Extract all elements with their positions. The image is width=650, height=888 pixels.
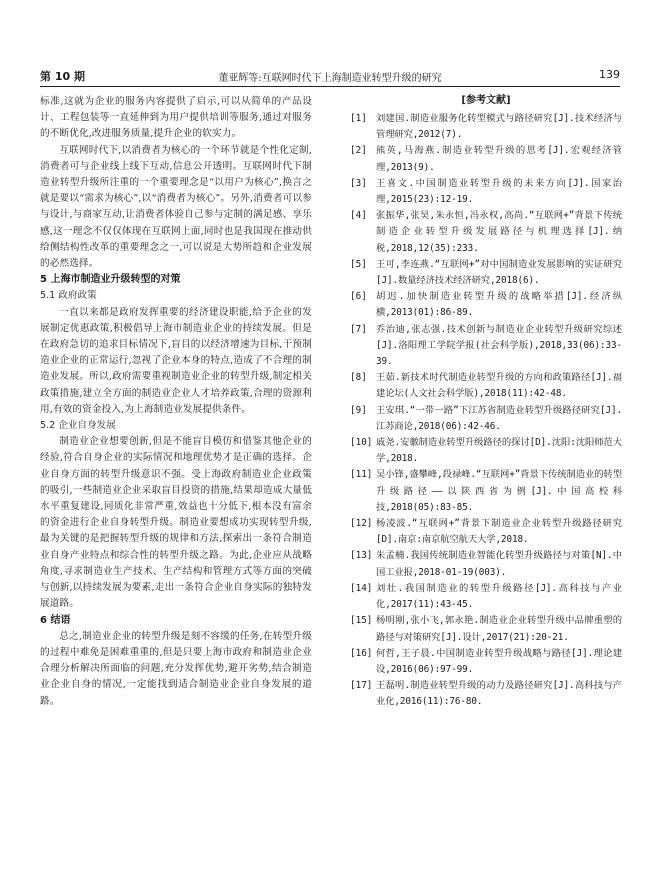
reference-number: [3] — [350, 177, 367, 189]
body-paragraph: 总之,制造业企业的转型升级是刻不容缓的任务,在转型升级的过程中难免是困难重重的,但是只要上海市政府和制造业企业合理分析解决所面临的问题,充分发挥优势,避开劣势,结合制造业企业自身的情况,一定能找到适合制造业企业自身发展的道路。 — [40, 630, 312, 707]
reference-text: 熊英,马海燕.制造业转型升级的思考[J].宏观经济管理,2013(9). — [376, 145, 622, 173]
reference-item — [350, 467, 622, 516]
reference-text: 刘建国.制造业服务化转型模式与路径研究[J].技术经济与管理研究,2012(7). — [376, 113, 622, 141]
reference-number: [14] — [350, 582, 373, 594]
reference-number: [2] — [350, 145, 367, 157]
reference-number: [8] — [350, 372, 367, 384]
reference-number: [6] — [350, 291, 367, 303]
reference-item — [350, 403, 622, 435]
running-header — [40, 68, 620, 84]
reference-number: [9] — [350, 404, 367, 416]
reference-number: [17] — [350, 680, 373, 692]
issue-number: 第 10 期 — [40, 70, 85, 83]
reference-item — [350, 548, 622, 580]
reference-text: 王安琪.“一带一路”下江苏省制造业转型升级路径研究[J].江苏商论,2018(06):42-46. — [376, 404, 622, 432]
reference-item — [350, 678, 622, 710]
reference-text: 张振华,张昊,朱永恒,冯永权,高尚.“互联网+”背景下传统制造企业转型升级发展路径与机理选择[J].纳税,2018,12(35):233. — [376, 210, 622, 254]
reference-item — [350, 613, 622, 645]
reference-text: 王喜文.中国制造业转型升级的未来方向[J].国家治理,2015(23):12-19. — [376, 177, 622, 206]
reference-text: 胡迟.加快制造业转型升级的战略举措[J].经济纵横,2013(01):86-89. — [376, 291, 622, 319]
running-title: 董亚辉等:互联网时代下上海制造业转型升级的研究 — [218, 73, 442, 84]
body-paragraph: 互联网时代下,以消费者为核心的一个环节就是个性化定制,消费者可与企业线上线下互动,信息公开透明。互联网时代下制造业转型升级所注重的一个重要理念是“以用户为核心”,换言之就是要以“需求为核心”,以“消费者为核心”。另外,消费者可以参与设计,与商家互动,让消费者体验自己参与定制的满足感、享乐感,这一理念不仅仅体现在互联网上面,同时也是我国现在推动供给侧结构性改革的重要理念之一,可以说是大势所趋和企业发展的必然选择。 — [40, 144, 312, 270]
reference-item — [350, 581, 622, 613]
body-paragraph: 一直以来都是政府发挥重要的经济建设职能,给予企业的发展制定优惠政策,积极倡导上海市制造业企业的持续发展。但是在政府急切的追求目标情况下,盲目的以经济增速为目标,干预制造业企业的正常运行,忽视了企业本身的特点,造成了不合理的制造业发展。所以,政府需要重视制造业企业的转型升级,制定相关政策措施,建立全方面的制造业企业人才培养政策,合理的资源利用,有效的资金投入,为上海制造业发展提供条件。 — [40, 306, 312, 415]
reference-item — [350, 176, 622, 208]
body-paragraph: 标准,这就为企业的服务内容提供了启示,可以从简单的产品设计、工程包装等一直延伸到为用户提供培训等服务,通过对服务的不断优化,改进服务质量,提升企业的软实力。 — [40, 96, 312, 140]
left-column — [40, 94, 312, 710]
reference-text: 王磊明.制造业转型升级的动力及路径研究[J].高科技与产业化,2016(11):76-80. — [376, 680, 622, 708]
reference-item — [350, 208, 622, 257]
reference-text: 吴小锋,盛攀峰,段禄峰.“互联网+”背景下传统制造业的转型升级路径——以陕西省为例[J].中国高校科技,2018(05):83-85. — [376, 469, 622, 513]
reference-text: 杨凌波.“互联网+”背景下制造业企业转型升级路径研究[D].南京:南京航空航天大学,2018. — [376, 518, 622, 546]
reference-number: [5] — [350, 258, 367, 270]
reference-text: 刘壮.我国制造业的转型升级路径[J].高科技与产业化,2017(11):43-45. — [376, 582, 622, 611]
reference-text: 乔治迪,张志强.技术创新与制造业企业转型升级研究综述[J].洛阳理工学院学报(社会科学版),2018,33(06):33-39. — [376, 323, 622, 368]
reference-item — [350, 111, 622, 143]
reference-number: [11] — [350, 469, 373, 481]
reference-number: [4] — [350, 210, 367, 222]
subsection-heading: 5.1 政府政策 — [40, 290, 97, 302]
references-column — [350, 94, 622, 711]
reference-text: 王可,李连燕.“互联网+”对中国制造业发展影响的实证研究[J].数量经济技术经济研究,2018(6). — [376, 258, 622, 287]
reference-item — [350, 435, 622, 467]
reference-text: 戚尧.安徽制造业转型升级路径的探讨[D].沈阳:沈阳师范大学,2018. — [376, 437, 622, 465]
reference-text: 朱孟楠.我国传统制造业智能化转型升级路径与对策[N].中国工业报,2018-01-19(003). — [376, 550, 622, 578]
reference-number: [12] — [350, 518, 373, 530]
reference-number: [7] — [350, 323, 367, 335]
reference-item — [350, 370, 622, 402]
reference-item — [350, 143, 622, 175]
reference-item — [350, 646, 622, 678]
section-heading: 6 结语 — [40, 614, 71, 626]
references-title: [参考文献] — [461, 95, 511, 106]
reference-number: [10] — [350, 437, 373, 449]
section-heading: 5 上海市制造业升级转型的对策 — [40, 274, 181, 286]
page-number: 139 — [599, 68, 620, 81]
reference-item — [350, 289, 622, 321]
reference-text: 杨明刚,张小飞,郭永艳.制造业企业转型升级中品牌重塑的路径与对策研究[J].设计,2017(21):20-21. — [376, 615, 622, 643]
body-paragraph: 制造业企业想要创新,但是不能盲目模仿和借鉴其他企业的经验,符合自身企业的实际情况和地理优势才是正确的选择。企业自身方面的转型升级意识不强。受上海政府制造业企业政策的吸引,一些制造业企业采取盲目投资的措施,结果却造成大量低水平重复建设,同质化非常严重,效益也十分低下,根本没有富余的资金进行企业自身转型升级。制造业要想成功实现转型升级,最为关键的是把握转型升级的规律和方法,探索出一条符合制造业自身产业特点和综合性的转型升级之路。为此,企业应从战略角度,寻求制造业生产技术、生产结构和管理方式等方面的突破与创新,以持续发展为要素,走出一条符合企业自身实际的独特发展道路。 — [40, 436, 312, 610]
reference-number: [13] — [350, 550, 373, 562]
subsection-heading: 5.2 企业自身发展 — [40, 420, 116, 432]
reference-item — [350, 322, 622, 371]
reference-text: 何哲,王子晨.中国制造业转型升级战略与路径[J].理论建设,2016(06):97-99. — [376, 647, 622, 675]
reference-number: [15] — [350, 615, 373, 627]
reference-item — [350, 516, 622, 548]
reference-number: [16] — [350, 647, 373, 659]
reference-item — [350, 257, 622, 289]
header-rule — [40, 86, 620, 87]
reference-text: 王茹.新技术时代制造业转型升级的方向和政策路径[J].福建论坛(人文社会科学版),2018(11):42-48. — [376, 372, 622, 400]
reference-number: [1] — [350, 113, 367, 124]
